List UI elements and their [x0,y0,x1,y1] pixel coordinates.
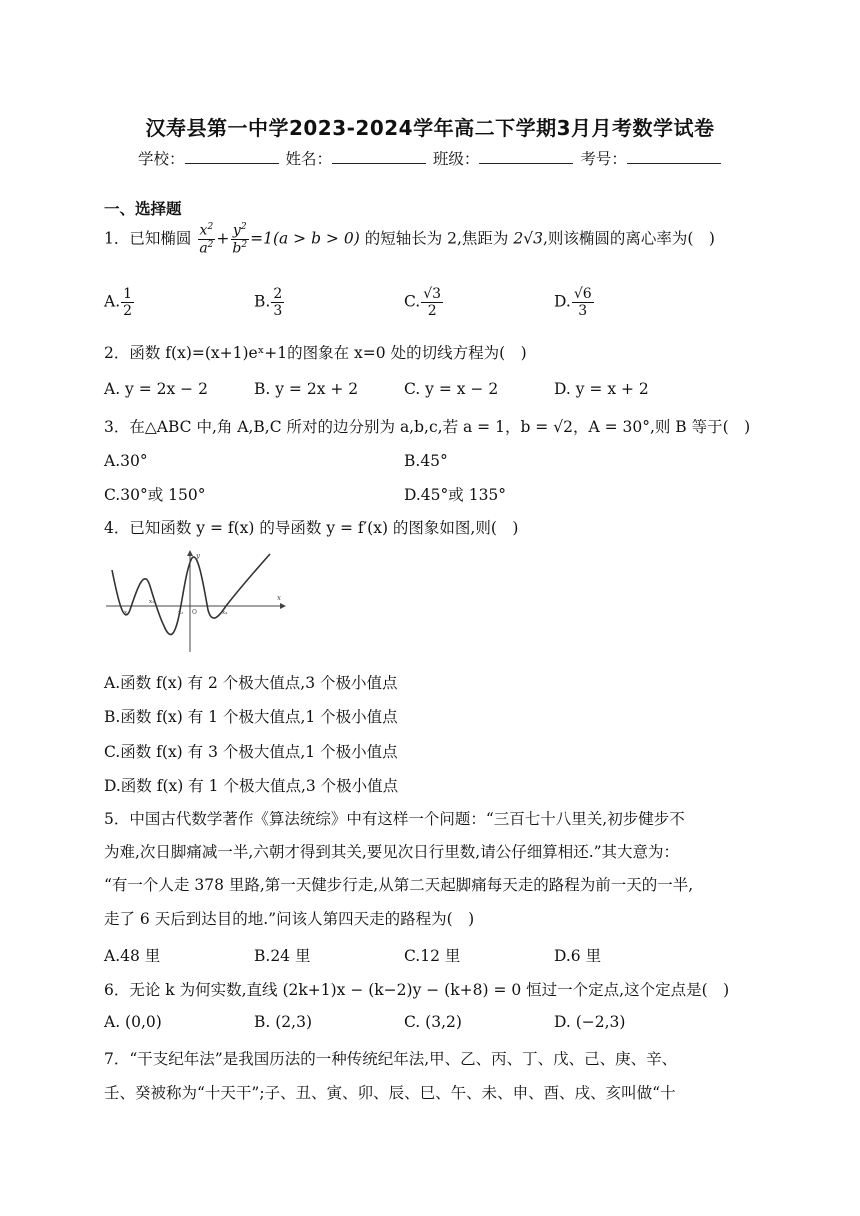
graph-x-arrow [280,603,286,609]
question-7-line-2: 壬、癸被称为“十天干”;子、丑、寅、卯、辰、巳、午、未、申、酉、戌、亥叫做“十 [104,1084,676,1102]
q2-option-c[interactable]: C. y = x − 2 [404,380,499,398]
q6-option-c[interactable]: C. (3,2) [404,1013,462,1031]
question-6: 6．无论 k 为何实数,直线 (2k+1)x − (k−2)y − (k+8) = 0 恒过一个定点,这个定点是( ) [104,981,730,999]
q2-option-a[interactable]: A. y = 2x − 2 [104,380,208,398]
school-blank[interactable] [185,149,279,164]
q1-option-a[interactable]: A. $\frac{1}{2}$ [104,286,133,320]
question-2: 2．函数 f(x)=(x+1)eˣ+1的图象在 x=0 处的切线方程为( ) [104,344,527,362]
class-blank[interactable] [479,149,573,164]
q1-condition: =1(a > b > 0) [250,229,360,248]
q1-frac-x: $\frac{x^2}{a^2}$ [199,222,214,257]
class-label: 班级： [432,150,480,168]
q5-option-a[interactable]: A.48 里 [104,947,161,965]
q6-option-a[interactable]: A. (0,0) [104,1013,162,1031]
exam-number-blank[interactable] [627,149,721,164]
question-5-line-3: “有一个人走 378 里路,第一天健步行走,从第二天起脚痛每天走的路程为前一天的一半, [104,876,694,894]
section-heading: 一、选择题 [104,200,182,218]
q5-option-d[interactable]: D.6 里 [554,947,602,965]
q5-option-c[interactable]: C.12 里 [404,947,461,965]
q1-option-c[interactable]: C. $\frac{√3}{2}$ [404,286,442,320]
q4-option-d[interactable]: D.函数 f(x) 有 1 个极大值点,3 个极小值点 [104,777,399,795]
q3-option-a[interactable]: A.30° [104,452,148,470]
q6-option-b[interactable]: B. (2,3) [254,1013,312,1031]
graph-label-x2: x₂ [149,599,155,605]
question-1: 1．已知椭圆 $\frac{x^2}{a^2}$ + $\frac{y^2}{b^2}$ =1(a > b > 0) 的短轴长为 2,焦距为 2√3,则该椭圆的离心率为( ) [104,222,715,257]
q3-option-b[interactable]: B.45° [404,452,448,470]
graph-label-y: y [196,552,200,560]
derivative-graph [104,548,286,654]
question-5-line-1: 5．中国古代数学著作《算法统综》中有这样一个问题：“三百七十八里关,初步健步不 [104,810,685,828]
q1-frac-y: $\frac{y^2}{b^2}$ [232,222,248,257]
question-5-line-2: 为难,次日脚痛减一半,六朝才得到其关,要见次日行里数,请公仔细算相还.”其大意为： [104,843,680,861]
graph-y-arrow [187,550,193,556]
graph-label-x3: x₃ [178,610,184,616]
q1-root: 2√3 [513,229,543,248]
graph-label-x4: x₄ [222,610,228,616]
q4-option-c[interactable]: C.函数 f(x) 有 3 个极大值点,1 个极小值点 [104,743,398,761]
q2-option-b[interactable]: B. y = 2x + 2 [254,380,359,398]
question-3: 3．在△ABC 中,角 A,B,C 所对的边分别为 a,b,c,若 a = 1，b = √2，A = 30°,则 B 等于( ) [104,418,751,436]
q1-suffix-b: ,则该椭圆的离心率为( ) [542,229,715,248]
q1-option-b[interactable]: B. $\frac{2}{3}$ [254,286,283,320]
graph-label-origin: O [192,609,197,616]
q4-option-b[interactable]: B.函数 f(x) 有 1 个极大值点,1 个极小值点 [104,708,398,726]
exam-number-label: 考号： [580,150,627,168]
school-label: 学校： [138,150,185,168]
q5-option-b[interactable]: B.24 里 [254,947,311,965]
q1-option-d[interactable]: D. $\frac{√6}{3}$ [554,286,592,320]
graph-label-x1: x₁ [124,610,130,616]
q3-option-c[interactable]: C.30°或 150° [104,486,206,504]
name-blank[interactable] [332,149,426,164]
q2-option-d[interactable]: D. y = x + 2 [554,380,649,398]
name-label: 姓名： [285,150,332,168]
q6-option-d[interactable]: D. (−2,3) [554,1013,626,1031]
page-title: 汉寿县第一中学2023-2024学年高二下学期3月月考数学试卷 [145,116,715,140]
question-7-line-1: 7．“干支纪年法”是我国历法的一种传统纪年法,甲、乙、丙、丁、戊、己、庚、辛、 [104,1050,678,1068]
question-4: 4．已知函数 y = f(x) 的导函数 y = f′(x) 的图象如图,则( ) [104,519,519,537]
q3-option-d[interactable]: D.45°或 135° [404,486,507,504]
student-info-fields [138,147,723,169]
graph-curve [112,554,270,635]
graph-label-x: x [277,594,281,602]
question-5-line-4: 走了 6 天后到达目的地.”问该人第四天走的路程为( ) [104,910,475,928]
q1-prefix: 1．已知椭圆 [104,229,192,248]
q1-suffix-a: 的短轴长为 2,焦距为 [359,229,514,248]
q4-option-a[interactable]: A.函数 f(x) 有 2 个极大值点,3 个极小值点 [104,674,398,692]
